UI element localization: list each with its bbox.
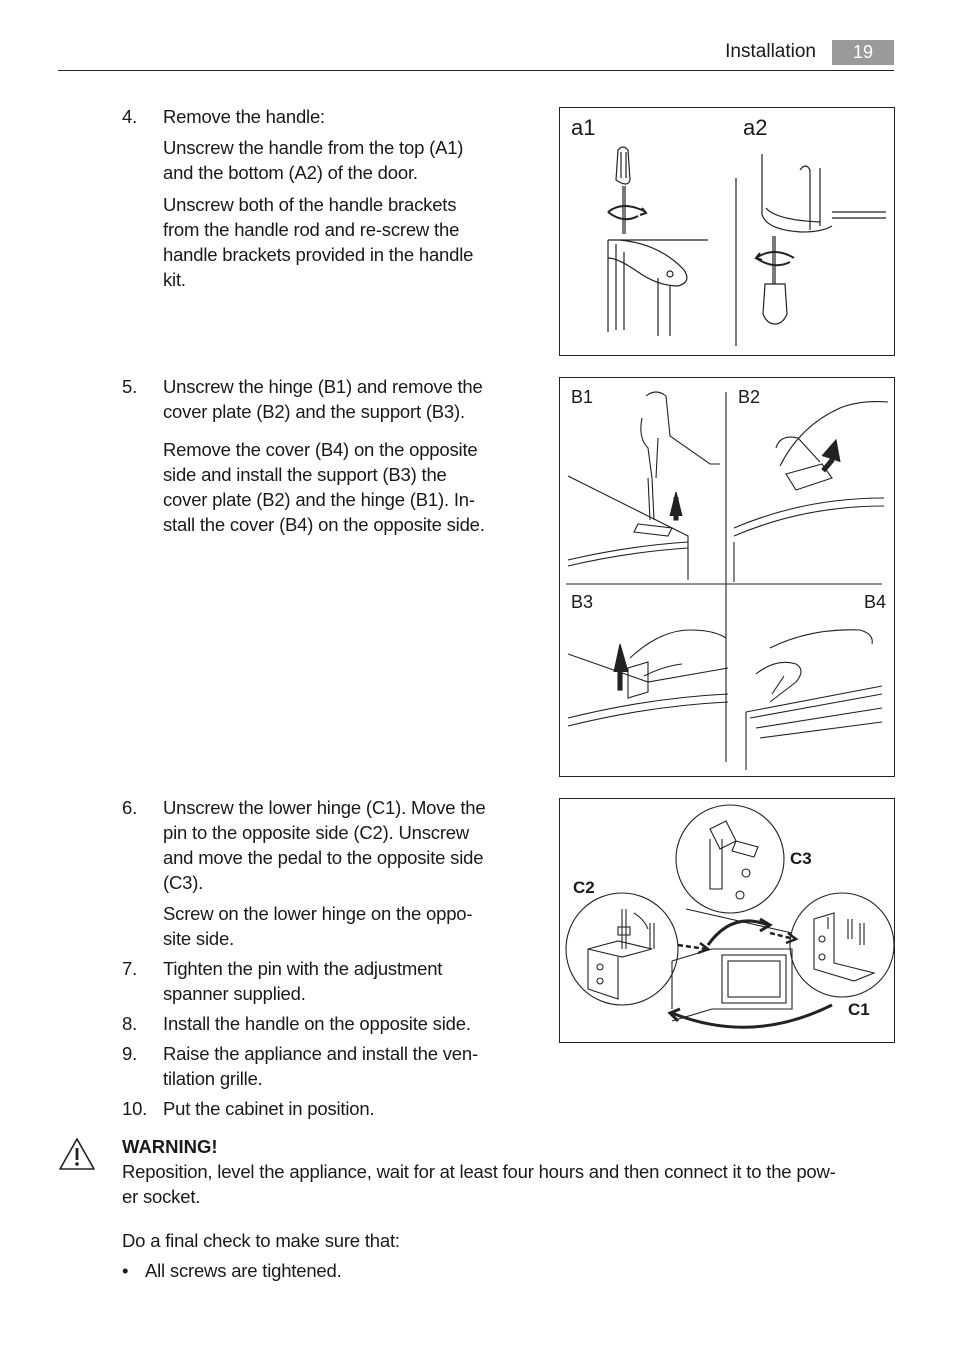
- step-4-text: from the handle rod and re-screw the: [163, 219, 460, 240]
- section-title: Installation: [725, 41, 816, 62]
- step-7-text: Tighten the pin with the adjustment: [163, 958, 443, 979]
- warning-title: WARNING!: [122, 1136, 218, 1157]
- step-8-number: 8.: [122, 1013, 138, 1034]
- figure-label-b3: B3: [571, 592, 594, 612]
- figure-label-a2: a2: [743, 115, 768, 140]
- step-9-number: 9.: [122, 1043, 138, 1064]
- step-4-title: Remove the handle:: [163, 106, 325, 127]
- header-rule: [58, 70, 894, 71]
- step-5-text: side and install the support (B3) the: [163, 464, 447, 485]
- step-6-text: Unscrew the lower hinge (C1). Move the: [163, 797, 486, 818]
- figure-label-b2: B2: [738, 387, 761, 407]
- step-5-text: Unscrew the hinge (B1) and remove the: [163, 376, 483, 397]
- step-6-text: pin to the opposite side (C2). Unscrew: [163, 822, 470, 843]
- step-5-text: stall the cover (B4) on the opposite side.: [163, 514, 485, 535]
- figure-label-a1: a1: [571, 115, 596, 140]
- step-6-text: (C3).: [163, 872, 204, 893]
- page-number: 19: [832, 40, 894, 65]
- final-check-intro: Do a final check to make sure that:: [122, 1230, 400, 1251]
- step-4-text: Unscrew both of the handle brackets: [163, 194, 457, 215]
- figure-label-b4: B4: [864, 592, 887, 612]
- step-4-text: kit.: [163, 269, 186, 290]
- figure-label-c3: C3: [790, 849, 812, 868]
- step-10-number: 10.: [122, 1098, 148, 1119]
- figure-handle-removal: [559, 107, 895, 356]
- step-4-text: and the bottom (A2) of the door.: [163, 162, 418, 183]
- figure-label-c2: C2: [573, 878, 595, 897]
- step-5-text: cover plate (B2) and the support (B3).: [163, 401, 465, 422]
- final-check-item: All screws are tightened.: [145, 1260, 342, 1281]
- step-6-text: site side.: [163, 928, 235, 949]
- figure-hinge-transfer: [559, 377, 895, 777]
- step-10-text: Put the cabinet in position.: [163, 1098, 375, 1119]
- step-4-number: 4.: [122, 106, 138, 127]
- step-8-text: Install the handle on the opposite side.: [163, 1013, 471, 1034]
- step-9-text: tilation grille.: [163, 1068, 263, 1089]
- step-5-number: 5.: [122, 376, 138, 397]
- figure-lower-hinge: [559, 798, 895, 1043]
- bullet-icon: •: [122, 1260, 129, 1281]
- figure-label-c1: C1: [848, 1000, 870, 1019]
- step-5-text: Remove the cover (B4) on the opposite: [163, 439, 478, 460]
- step-7-text: spanner supplied.: [163, 983, 306, 1004]
- step-6-text: Screw on the lower hinge on the oppo-: [163, 903, 473, 924]
- step-5-text: cover plate (B2) and the hinge (B1). In-: [163, 489, 475, 510]
- step-6-number: 6.: [122, 797, 138, 818]
- step-7-number: 7.: [122, 958, 138, 979]
- step-6-text: and move the pedal to the opposite side: [163, 847, 484, 868]
- figure-label-b1: B1: [571, 387, 594, 407]
- warning-text: er socket.: [122, 1186, 201, 1207]
- step-9-text: Raise the appliance and install the ven-: [163, 1043, 478, 1064]
- step-4-text: handle brackets provided in the handle: [163, 244, 474, 265]
- warning-triangle-icon: [58, 1136, 96, 1177]
- step-4-text: Unscrew the handle from the top (A1): [163, 137, 464, 158]
- warning-text: Reposition, level the appliance, wait for at least four hours and then connect it to the pow-: [122, 1161, 836, 1182]
